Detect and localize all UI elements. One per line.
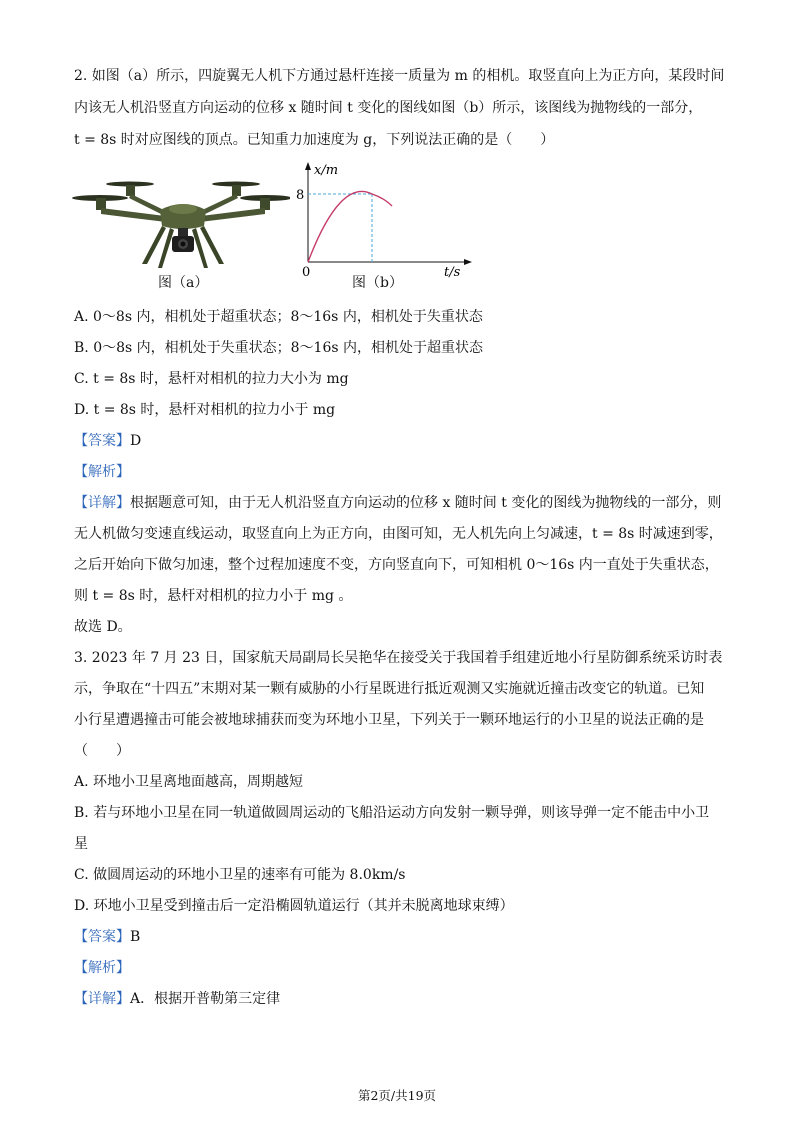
q2-stem-line-3: t = 8s 时对应图线的顶点。已知重力加速度为 g，下列说法正确的是（ ） xyxy=(74,132,555,148)
detail-tag: 【详解】 xyxy=(74,991,130,1007)
answer-tag: 【答案】 xyxy=(74,929,130,945)
q2-option-d: D. t = 8s 时，悬杆对相机的拉力小于 mg xyxy=(74,402,336,418)
page-footer: 第2页/共19页 xyxy=(357,1088,437,1103)
detail-text: A．根据开普勒第三定律 xyxy=(130,991,281,1007)
q2-analysis-tag xyxy=(74,462,130,482)
x-axis-label: t/s xyxy=(444,265,461,280)
analysis-tag: 【解析】 xyxy=(74,960,130,976)
answer-value: B xyxy=(130,929,141,945)
q3-option-d: D. 环地小卫星受到撞击后一定沿椭圆轨道运行（其并未脱离地球束缚） xyxy=(74,898,514,914)
drone-figure xyxy=(70,176,290,272)
q2-detail-line-2: 无人机做匀变速直线运动，取竖直向上为正方向，由图可知，无人机先向上匀减速，t = 8s 时减速到零， xyxy=(74,526,723,542)
q2-detail-line-5: 故选 D。 xyxy=(74,619,132,635)
figure-a-caption: 图（a） xyxy=(158,275,209,291)
q3-stem-line-3: 小行星遭遇撞击可能会被地球捕获而变为环地小卫星，下列关于一颗环地运行的小卫星的说法正确的是 xyxy=(74,712,704,728)
q3-option-b-line-2: 星 xyxy=(74,836,88,852)
q2-option-a: A. 0～8s 内，相机处于超重状态；8～16s 内，相机处于失重状态 xyxy=(74,309,483,325)
q3-option-b-line-1: B. 若与环地小卫星在同一轨道做圆周运动的飞船沿运动方向发射一颗导弹，则该导弹一定不能击中小卫 xyxy=(74,805,710,821)
q3-analysis-tag xyxy=(74,958,130,978)
analysis-tag: 【解析】 xyxy=(74,464,130,480)
figure-b-caption: 图（b） xyxy=(352,275,403,291)
q3-stem-line-1: 3. 2023 年 7 月 23 日，国家航天局副局长吴艳华在接受关于我国着手组建近地小行星防御系统采访时表 xyxy=(74,650,723,666)
q2-detail-line-1 xyxy=(74,493,721,513)
detail-text: 根据题意可知，由于无人机沿竖直方向运动的位移 x 随时间 t 变化的图线为抛物线的一部分，则 xyxy=(130,495,722,511)
q3-detail-line-1 xyxy=(74,989,280,1009)
detail-tag: 【详解】 xyxy=(74,495,130,511)
q2-option-b: B. 0～8s 内，相机处于失重状态；8～16s 内，相机处于超重状态 xyxy=(74,340,483,356)
y-axis-label: x/m xyxy=(314,163,339,178)
answer-value: D xyxy=(130,433,142,449)
q3-answer xyxy=(74,927,140,947)
q3-option-c: C. 做圆周运动的环地小卫星的速率有可能为 8.0km/s xyxy=(74,867,406,883)
q3-stem-line-2: 示，争取在“十四五”末期对某一颗有威胁的小行星既进行抵近观测又实施就近撞击改变它的轨道。已知 xyxy=(74,681,705,697)
q2-detail-line-4: 则 t = 8s 时，悬杆对相机的拉力小于 mg 。 xyxy=(74,588,353,604)
q3-option-a: A. 环地小卫星离地面越高，周期越短 xyxy=(74,774,304,790)
q2-option-c: C. t = 8s 时，悬杆对相机的拉力大小为 mg xyxy=(74,371,349,387)
answer-tag: 【答案】 xyxy=(74,433,130,449)
y-tick-label: 8 xyxy=(296,188,305,203)
q2-detail-line-3: 之后开始向下做匀加速，整个过程加速度不变，方向竖直向下，可知相机 0～16s 内一直处于失重状态， xyxy=(74,557,719,573)
q2-stem-line-1: 2. 如图（a）所示，四旋翼无人机下方通过悬杆连接一质量为 m 的相机。取竖直向上为正方向，某段时间 xyxy=(74,68,725,84)
q2-answer xyxy=(74,431,141,451)
q2-stem-line-2: 内该无人机沿竖直方向运动的位移 x 随时间 t 变化的图线如图（b）所示，该图线为抛物线的一部分， xyxy=(74,100,703,116)
q3-stem-line-4: （ ） xyxy=(74,743,130,759)
xt-graph xyxy=(294,158,474,282)
origin-label: 0 xyxy=(302,265,311,280)
